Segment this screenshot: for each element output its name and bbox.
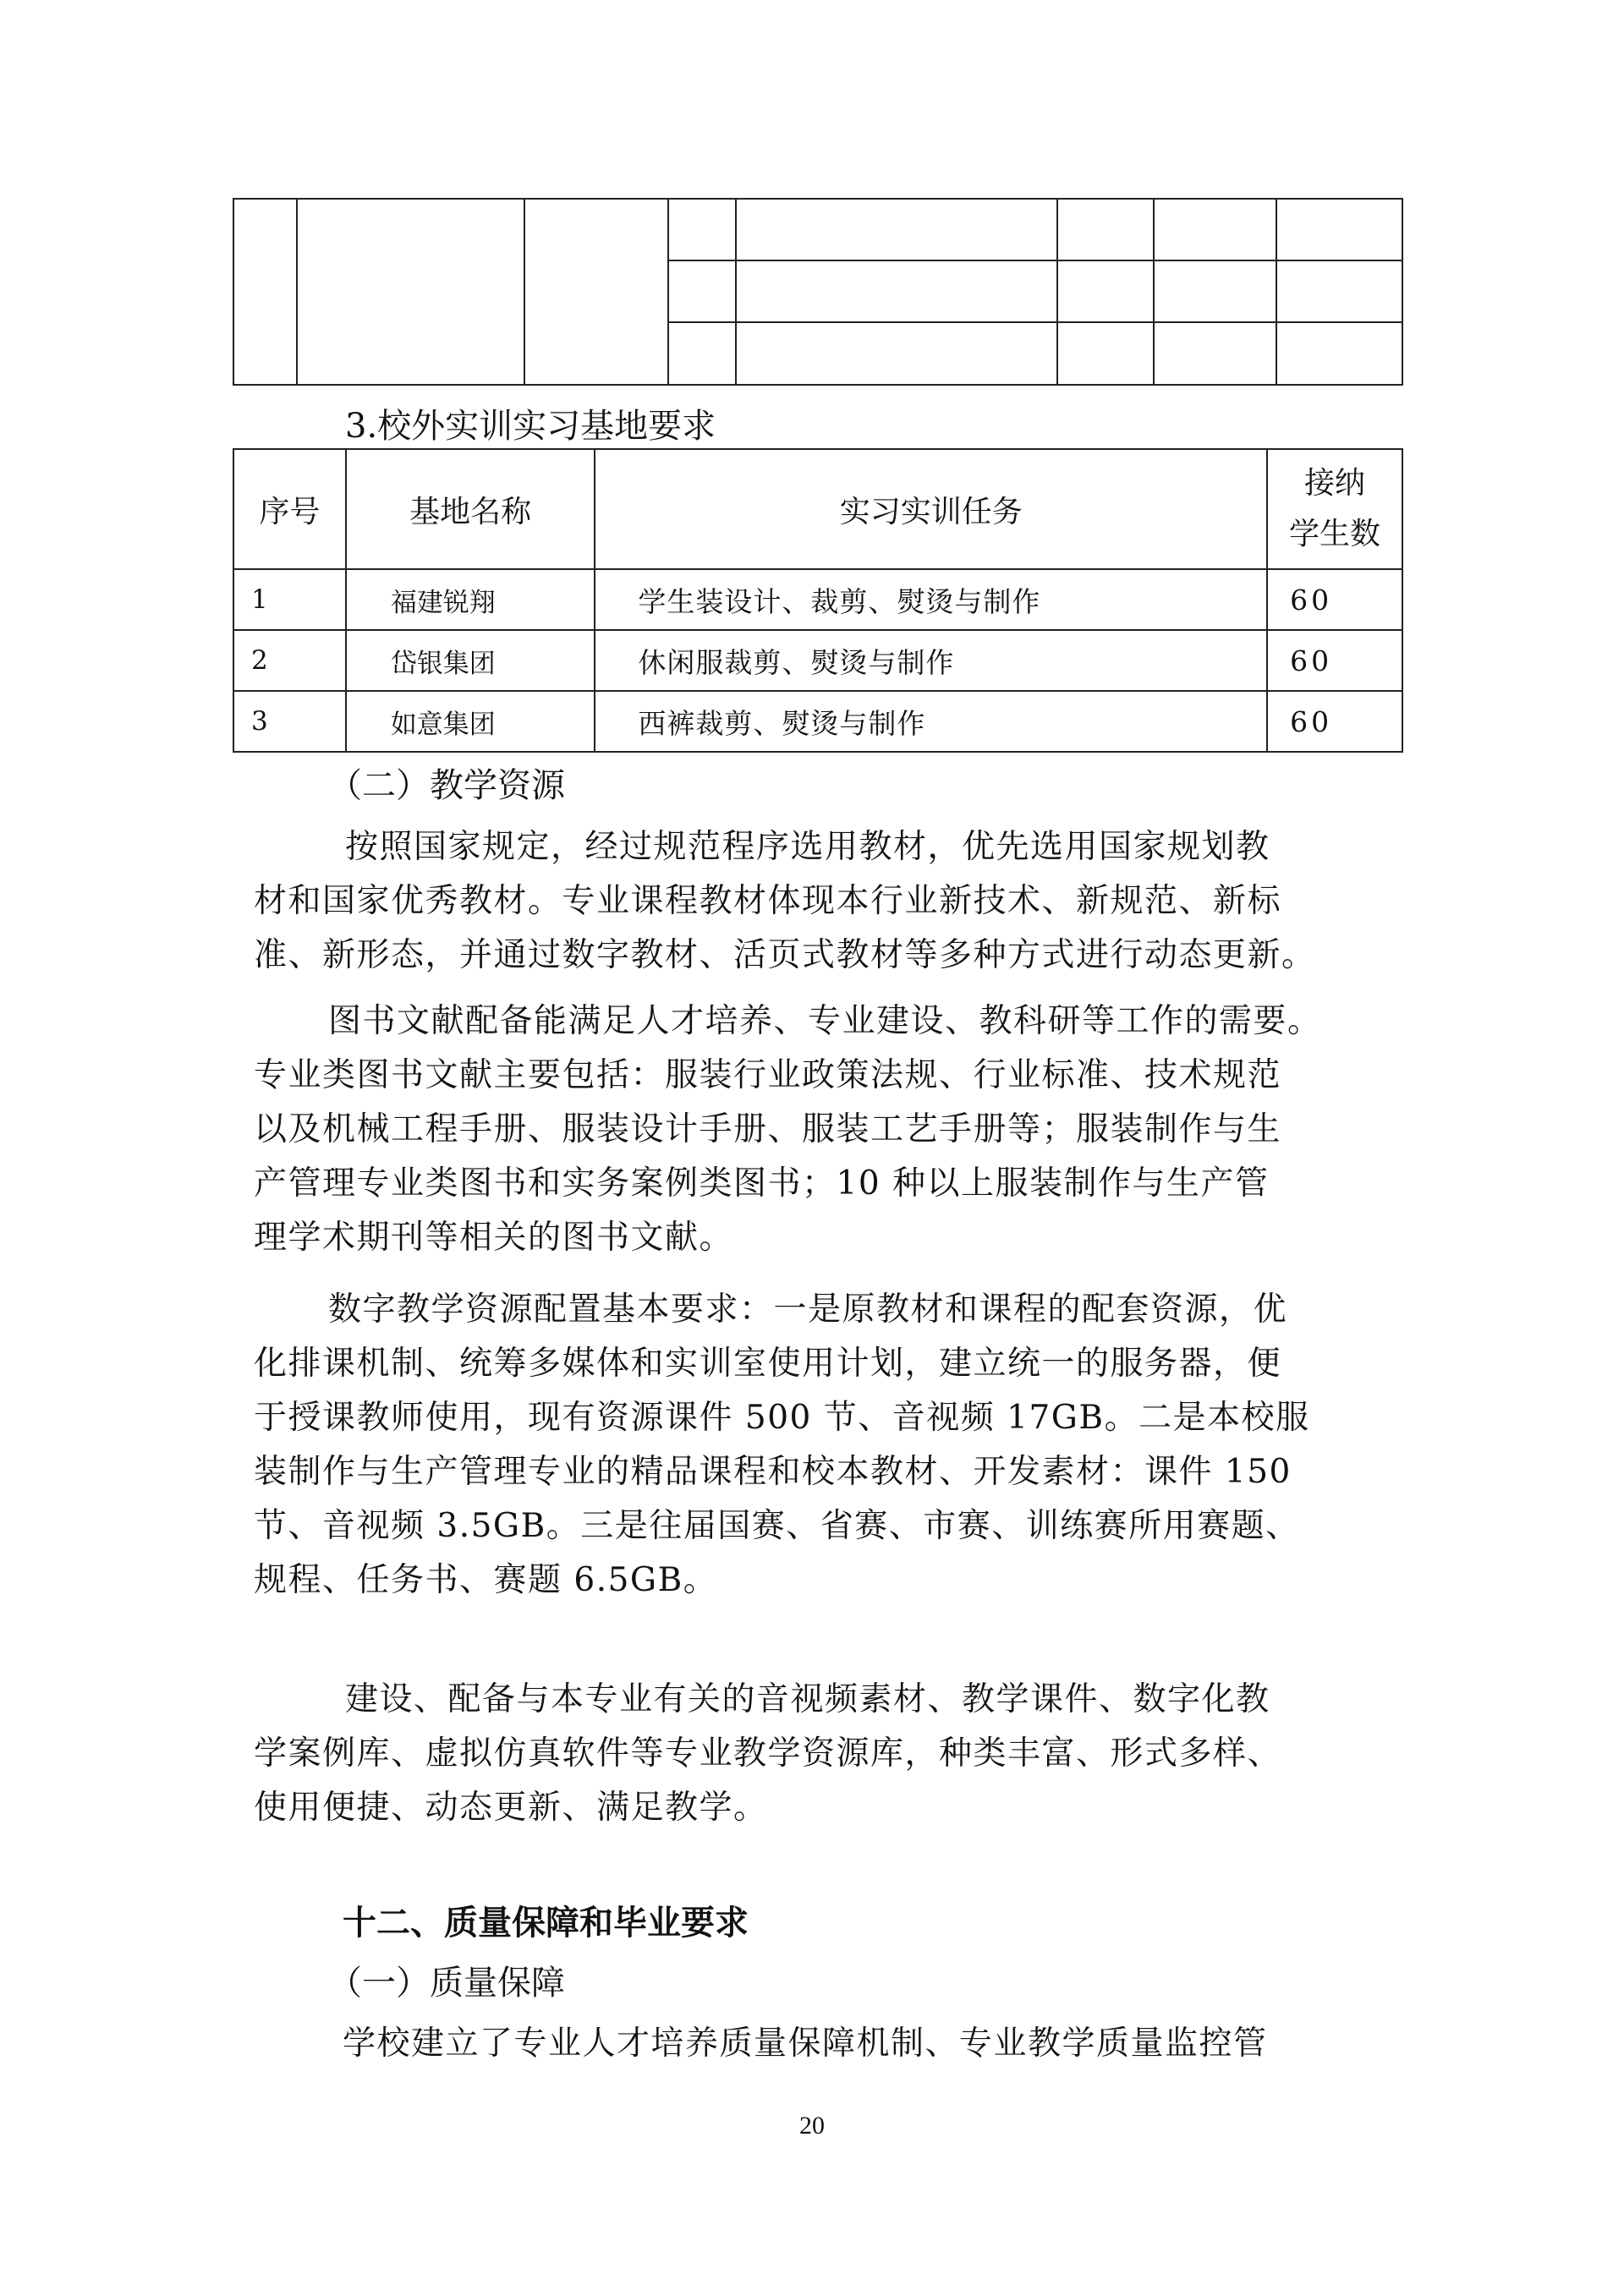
paragraph-line: 产管理专业类图书和实务案例类图书；10 种以上服装制作与生产管 [254, 1164, 1270, 1203]
paragraph [254, 1673, 1404, 1835]
header-count-line1: 接纳 [1304, 466, 1366, 501]
table-cell [1057, 322, 1155, 385]
table-cell [1154, 260, 1276, 322]
cell-count: 60 [1267, 630, 1402, 691]
header-count-line2: 学生数 [1289, 517, 1381, 551]
section-heading: 3.校外实训实习基地要求 [345, 407, 716, 446]
table-row [233, 569, 1402, 630]
cell-name: 岱银集团 [346, 630, 595, 691]
table-cell [668, 199, 736, 260]
table-cell [1057, 199, 1155, 260]
page-number: 20 [799, 2112, 825, 2140]
header-name: 基地名称 [346, 449, 595, 569]
cell-count: 60 [1267, 569, 1402, 630]
cell-name: 福建锐翔 [346, 569, 595, 630]
paragraph-line: 专业类图书文献主要包括：服装行业政策法规、行业标准、技术规范 [254, 1056, 1282, 1094]
table-cell [297, 199, 525, 385]
subsection-heading: （一）质量保障 [328, 1964, 565, 2003]
paragraph-line: 材和国家优秀教材。专业课程教材体现本行业新技术、新规范、新标 [254, 882, 1282, 920]
paragraph-line: 装制作与生产管理专业的精品课程和校本教材、开发素材：课件 150 [254, 1453, 1292, 1491]
cell-count: 60 [1267, 691, 1402, 752]
cell-task: 西裤裁剪、熨烫与制作 [595, 691, 1267, 752]
continued-table [233, 198, 1403, 386]
cell-num: 1 [233, 569, 346, 630]
cell-task: 休闲服裁剪、熨烫与制作 [595, 630, 1267, 691]
base-table [233, 448, 1403, 753]
paragraph [254, 995, 1404, 1265]
header-num: 序号 [233, 449, 346, 569]
subsection-heading: （二）教学资源 [328, 766, 565, 805]
cell-num: 3 [233, 691, 346, 752]
paragraph-line: 建设、配备与本专业有关的音视频素材、教学课件、数字化教 [345, 1680, 1270, 1718]
table-header-row [233, 449, 1402, 569]
table-cell [1276, 322, 1402, 385]
table-row [233, 691, 1402, 752]
paragraph-line: 按照国家规定，经过规范程序选用教材，优先选用国家规划教 [345, 828, 1270, 866]
table-cell [1154, 199, 1276, 260]
table-cell [1057, 260, 1155, 322]
paragraph-line: 于授课教师使用，现有资源课件 500 节、音视频 17GB。二是本校服 [254, 1399, 1310, 1437]
header-count [1267, 449, 1402, 569]
table-cell [1276, 260, 1402, 322]
paragraph-line: 使用便捷、动态更新、满足教学。 [254, 1789, 768, 1827]
cell-name: 如意集团 [346, 691, 595, 752]
paragraph-line: 化排课机制、统筹多媒体和实训室使用计划，建立统一的服务器，便 [254, 1345, 1282, 1383]
paragraph-line: 学校建立了专业人才培养质量保障机制、专业教学质量监控管 [343, 2025, 1268, 2063]
table-cell [668, 260, 736, 322]
paragraph-line: 图书文献配备能满足人才培养、专业建设、教科研等工作的需要。 [328, 1002, 1322, 1040]
table-cell [736, 322, 1056, 385]
table-cell [1154, 322, 1276, 385]
chapter-heading: 十二、质量保障和毕业要求 [343, 1904, 749, 1943]
paragraph-line: 以及机械工程手册、服装设计手册、服装工艺手册等；服装制作与生 [254, 1110, 1282, 1148]
table-cell [668, 322, 736, 385]
paragraph [254, 820, 1404, 983]
table-cell [736, 260, 1056, 322]
paragraph-line: 准、新形态，并通过数字教材、活页式教材等多种方式进行动态更新。 [254, 936, 1316, 974]
paragraph-line: 数字教学资源配置基本要求：一是原教材和课程的配套资源，优 [328, 1290, 1288, 1329]
paragraph [254, 1283, 1404, 1608]
cell-task: 学生装设计、裁剪、熨烫与制作 [595, 569, 1267, 630]
table-row [233, 630, 1402, 691]
header-task: 实习实训任务 [595, 449, 1267, 569]
table-cell [736, 199, 1056, 260]
table-cell [1276, 199, 1402, 260]
table-cell [233, 199, 297, 385]
cell-num: 2 [233, 630, 346, 691]
paragraph-line: 学案例库、虚拟仿真软件等专业教学资源库，种类丰富、形式多样、 [254, 1734, 1282, 1773]
paragraph-line: 理学术期刊等相关的图书文献。 [254, 1219, 734, 1257]
paragraph-line: 规程、任务书、赛题 6.5GB。 [254, 1561, 718, 1599]
table-cell [524, 199, 668, 385]
paragraph-line: 节、音视频 3.5GB。三是往届国赛、省赛、市赛、训练赛所用赛题、 [254, 1507, 1300, 1545]
